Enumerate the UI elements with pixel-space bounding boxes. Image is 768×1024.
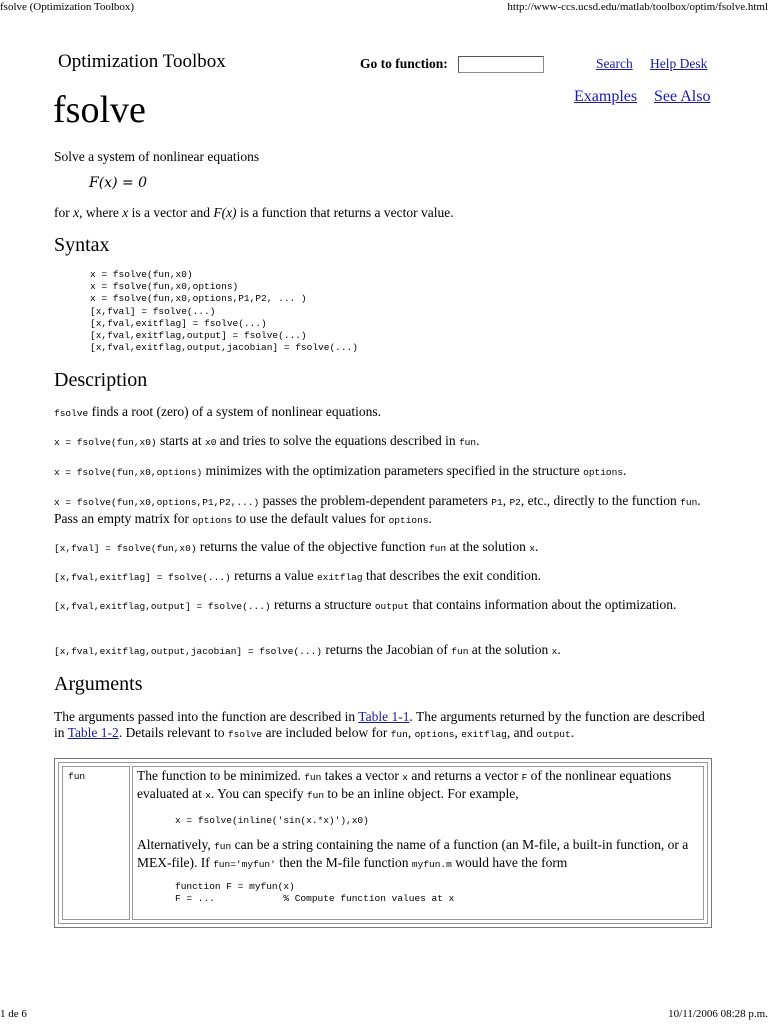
arg-desc-paragraph-1: The function to be minimized. fun takes a vector x and returns a vector F of the nonlinear equations evaluated at x. You can specify fun to be an inline object. For example, bbox=[137, 768, 672, 801]
description-paragraph-4: x = fsolve(fun,x0,options,P1,P2,...) passes the problem-dependent parameters P1, P2, etc., directly to the function fun. Pass an empty matrix for options to use the default values for options. bbox=[54, 493, 701, 526]
arg-desc-paragraph-2: Alternatively, fun can be a string containing the name of a function (an M-file, a built-in function, or a MEX-file). If fun='myfun' then the M-file function myfun.m would have the form bbox=[137, 837, 689, 870]
description-paragraph-2: x = fsolve(fun,x0) starts at x0 and tries to solve the equations described in fun. bbox=[54, 433, 480, 448]
print-footer-date: 10/11/2006 08:28 p.m. bbox=[668, 1008, 768, 1020]
description-paragraph-7: [x,fval,exitflag,output] = fsolve(...) returns a structure output that contains information about the optimization. bbox=[54, 597, 677, 612]
print-header-url: http://www-ccs.ucsd.edu/matlab/toolbox/optim/fsolve.html bbox=[507, 1, 768, 13]
code-line: F = ... % Compute function values at x bbox=[175, 893, 455, 904]
syntax-line: [x,fval,exitflag,output,jacobian] = fsolve(...) bbox=[90, 342, 358, 354]
description-heading: Description bbox=[54, 369, 148, 391]
description-paragraph-6: [x,fval,exitflag] = fsolve(...) returns a value exitflag that describes the exit condition. bbox=[54, 568, 542, 583]
equation: F(x) = 0 bbox=[89, 175, 148, 191]
page-title: fsolve bbox=[53, 89, 146, 131]
argument-name: fun bbox=[68, 771, 86, 782]
goto-function-input[interactable] bbox=[458, 56, 544, 73]
syntax-heading: Syntax bbox=[54, 234, 110, 256]
arguments-table-inner bbox=[58, 762, 708, 924]
description-paragraph-8: [x,fval,exitflag,output,jacobian] = fsolve(...) returns the Jacobian of fun at the solution x. bbox=[54, 642, 561, 657]
arg-code-example-2 bbox=[175, 881, 454, 905]
syntax-line: x = fsolve(fun,x0,options,P1,P2, ... ) bbox=[90, 293, 307, 305]
syntax-line: [x,fval] = fsolve(...) bbox=[90, 305, 216, 317]
intro-text: for x, where x is a vector and F(x) is a function that returns a vector value. bbox=[54, 205, 454, 220]
syntax-line: x = fsolve(fun,x0,options) bbox=[90, 281, 239, 293]
help-desk-link[interactable]: Help Desk bbox=[650, 56, 708, 71]
syntax-block bbox=[90, 269, 358, 354]
arguments-paragraph: The arguments passed into the function are described in Table 1-1. The arguments returned by the function are described in Table 1-2. Details relevant to fsolve are included below for fun, options, exitflag, and output. bbox=[54, 709, 705, 740]
print-header-title: fsolve (Optimization Toolbox) bbox=[0, 1, 135, 13]
print-footer-page: 1 de 6 bbox=[0, 1008, 27, 1020]
arguments-heading: Arguments bbox=[54, 673, 143, 695]
arguments-table-label-cell bbox=[62, 766, 130, 920]
syntax-line: [x,fval,exitflag,output] = fsolve(...) bbox=[90, 330, 307, 342]
search-link[interactable]: Search bbox=[596, 56, 633, 71]
syntax-line: x = fsolve(fun,x0) bbox=[90, 269, 193, 280]
goto-label: Go to function: bbox=[360, 56, 448, 71]
table-1-1-link[interactable]: Table 1-1 bbox=[358, 709, 410, 724]
see-also-link[interactable]: See Also bbox=[654, 88, 711, 105]
code-line: function F = myfun(x) bbox=[175, 881, 295, 892]
examples-link[interactable]: Examples bbox=[574, 88, 638, 105]
arg-code-example-1: x = fsolve(inline('sin(x.*x)'),x0) bbox=[175, 815, 369, 826]
description-paragraph-1: fsolve finds a root (zero) of a system of nonlinear equations. bbox=[54, 404, 382, 419]
toolbox-title: Optimization Toolbox bbox=[58, 51, 226, 72]
arguments-table-desc-cell bbox=[132, 766, 704, 920]
arguments-table bbox=[54, 758, 712, 928]
description-paragraph-5: [x,fval] = fsolve(fun,x0) returns the value of the objective function fun at the solution x. bbox=[54, 539, 539, 554]
syntax-line: [x,fval,exitflag] = fsolve(...) bbox=[90, 317, 267, 329]
description-paragraph-3: x = fsolve(fun,x0,options) minimizes with the optimization parameters specified in the structure options. bbox=[54, 463, 627, 478]
table-1-2-link[interactable]: Table 1-2 bbox=[67, 725, 119, 740]
page-subtitle: Solve a system of nonlinear equations bbox=[54, 149, 260, 164]
